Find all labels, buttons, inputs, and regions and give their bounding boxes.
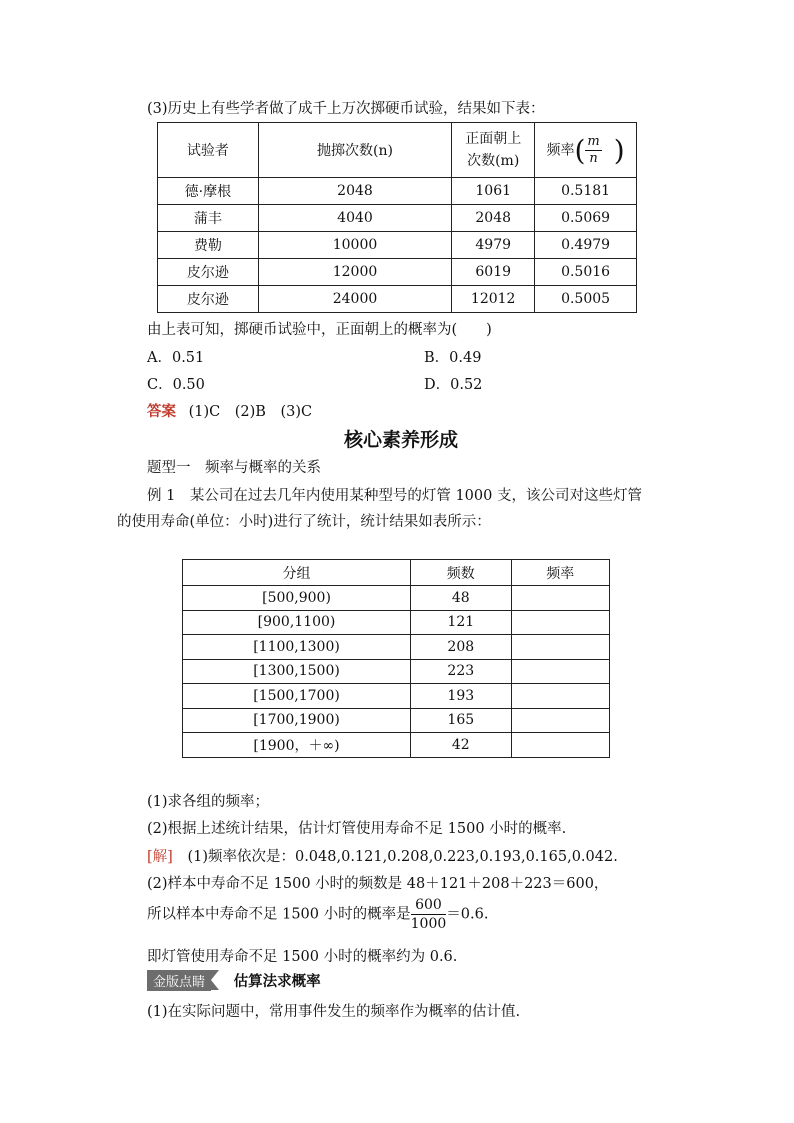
table-row xyxy=(158,178,637,205)
table-cell: 193 xyxy=(411,684,512,709)
lamp-life-table xyxy=(182,559,610,758)
q3-intro: (3)历史上有些学者做了成千上万次掷硬币试验，结果如下表： xyxy=(147,101,545,117)
header-frequency: 频率( $\frac{m}{n}$ ) xyxy=(535,123,637,178)
solution-label: [解] xyxy=(147,849,173,865)
answer-text: (1)C (2)B (3)C xyxy=(188,404,313,420)
question-2: (2)根据上述统计结果，估计灯管使用寿命不足 1500 小时的概率. xyxy=(147,821,567,837)
table-cell: [1100,1300) xyxy=(183,635,411,660)
header-throws: 抛掷次数(n) xyxy=(258,123,452,178)
table-cell: 12012 xyxy=(452,286,535,313)
table-cell xyxy=(511,659,609,684)
table-cell: 2048 xyxy=(452,205,535,232)
option-c: C．0.50 xyxy=(147,377,205,393)
section-title: 核心素养形成 xyxy=(344,429,459,451)
table-cell: 4040 xyxy=(258,205,452,232)
solution-line3: 所以样本中寿命不足 1500 小时的概率是 $\frac{600}{1000}$ ＝0.6. xyxy=(147,897,489,932)
tip-heading xyxy=(147,970,321,991)
table-cell: 6019 xyxy=(452,259,535,286)
tip-badge: 金版点睛 xyxy=(147,970,211,991)
table-cell: 0.5005 xyxy=(535,286,637,313)
option-a: A．0.51 xyxy=(147,350,205,366)
table-cell: 12000 xyxy=(258,259,452,286)
option-b: B．0.49 xyxy=(424,350,482,366)
coin-toss-table xyxy=(157,122,637,313)
table-cell xyxy=(511,610,609,635)
table-row xyxy=(158,232,637,259)
table-row xyxy=(183,635,610,660)
header-freq: 频率 xyxy=(511,560,609,586)
table-cell: 165 xyxy=(411,708,512,733)
type-heading: 题型一 频率与概率的关系 xyxy=(147,460,321,476)
table-cell xyxy=(511,684,609,709)
example-line1: 例 1 某公司在过去几年内使用某种型号的灯管 1000 支，该公司对这些灯管 xyxy=(147,488,642,504)
header-group: 分组 xyxy=(183,560,411,586)
table-cell: 皮尔逊 xyxy=(158,286,259,313)
table-cell: [1700,1900) xyxy=(183,708,411,733)
solution-line4: 即灯管使用寿命不足 1500 小时的概率约为 0.6. xyxy=(147,949,458,965)
table-cell xyxy=(511,586,609,611)
table-cell xyxy=(511,708,609,733)
table-cell: 223 xyxy=(411,659,512,684)
table-cell: [1300,1500) xyxy=(183,659,411,684)
table-cell: [900,1100) xyxy=(183,610,411,635)
table-cell: 4979 xyxy=(452,232,535,259)
table-cell: [1500,1700) xyxy=(183,684,411,709)
table-cell: [1900，＋∞) xyxy=(183,733,411,758)
table-row xyxy=(183,586,610,611)
table-row xyxy=(183,708,610,733)
table-row xyxy=(183,684,610,709)
header-tester: 试验者 xyxy=(158,123,259,178)
table-row xyxy=(183,659,610,684)
option-d: D．0.52 xyxy=(424,377,483,393)
table-cell: 0.5181 xyxy=(535,178,637,205)
table-cell: 费勒 xyxy=(158,232,259,259)
table-cell: 42 xyxy=(411,733,512,758)
answer-label: 答案 xyxy=(147,404,176,420)
table-row xyxy=(183,733,610,758)
question-1: (1)求各组的频率； xyxy=(147,794,270,810)
table-cell xyxy=(511,635,609,660)
table-cell: 德·摩根 xyxy=(158,178,259,205)
table-row xyxy=(158,286,637,313)
table-cell: 蒲丰 xyxy=(158,205,259,232)
table-cell: 48 xyxy=(411,586,512,611)
table-cell xyxy=(511,733,609,758)
table-cell: 208 xyxy=(411,635,512,660)
example-line2: 的使用寿命(单位：小时)进行了统计，统计结果如表所示： xyxy=(117,514,491,530)
header-count: 频数 xyxy=(411,560,512,586)
table-cell: 皮尔逊 xyxy=(158,259,259,286)
table-cell: 2048 xyxy=(258,178,452,205)
table-row xyxy=(158,259,637,286)
table-row xyxy=(183,610,610,635)
solution-line1: [解] (1)频率依次是：0.048,0.121,0.208,0.223,0.193,0.165,0.042. xyxy=(147,849,618,865)
table-cell: 0.5016 xyxy=(535,259,637,286)
table-cell: 1061 xyxy=(452,178,535,205)
table-row xyxy=(158,205,637,232)
tip-title: 估算法求概率 xyxy=(233,974,321,990)
q3-question: 由上表可知，掷硬币试验中，正面朝上的概率为( ) xyxy=(147,322,492,338)
table-cell: 121 xyxy=(411,610,512,635)
table-cell: 10000 xyxy=(258,232,452,259)
header-heads: 正面朝上 次数(m) xyxy=(452,123,535,178)
table-cell: [500,900) xyxy=(183,586,411,611)
solution-line2: (2)样本中寿命不足 1500 小时的频数是 48＋121＋208＋223＝600， xyxy=(147,876,609,892)
tip-paragraph: (1)在实际问题中，常用事件发生的频率作为概率的估计值. xyxy=(147,1004,521,1020)
table-cell: 24000 xyxy=(258,286,452,313)
table-cell: 0.5069 xyxy=(535,205,637,232)
table-cell: 0.4979 xyxy=(535,232,637,259)
answer-line xyxy=(147,400,312,421)
